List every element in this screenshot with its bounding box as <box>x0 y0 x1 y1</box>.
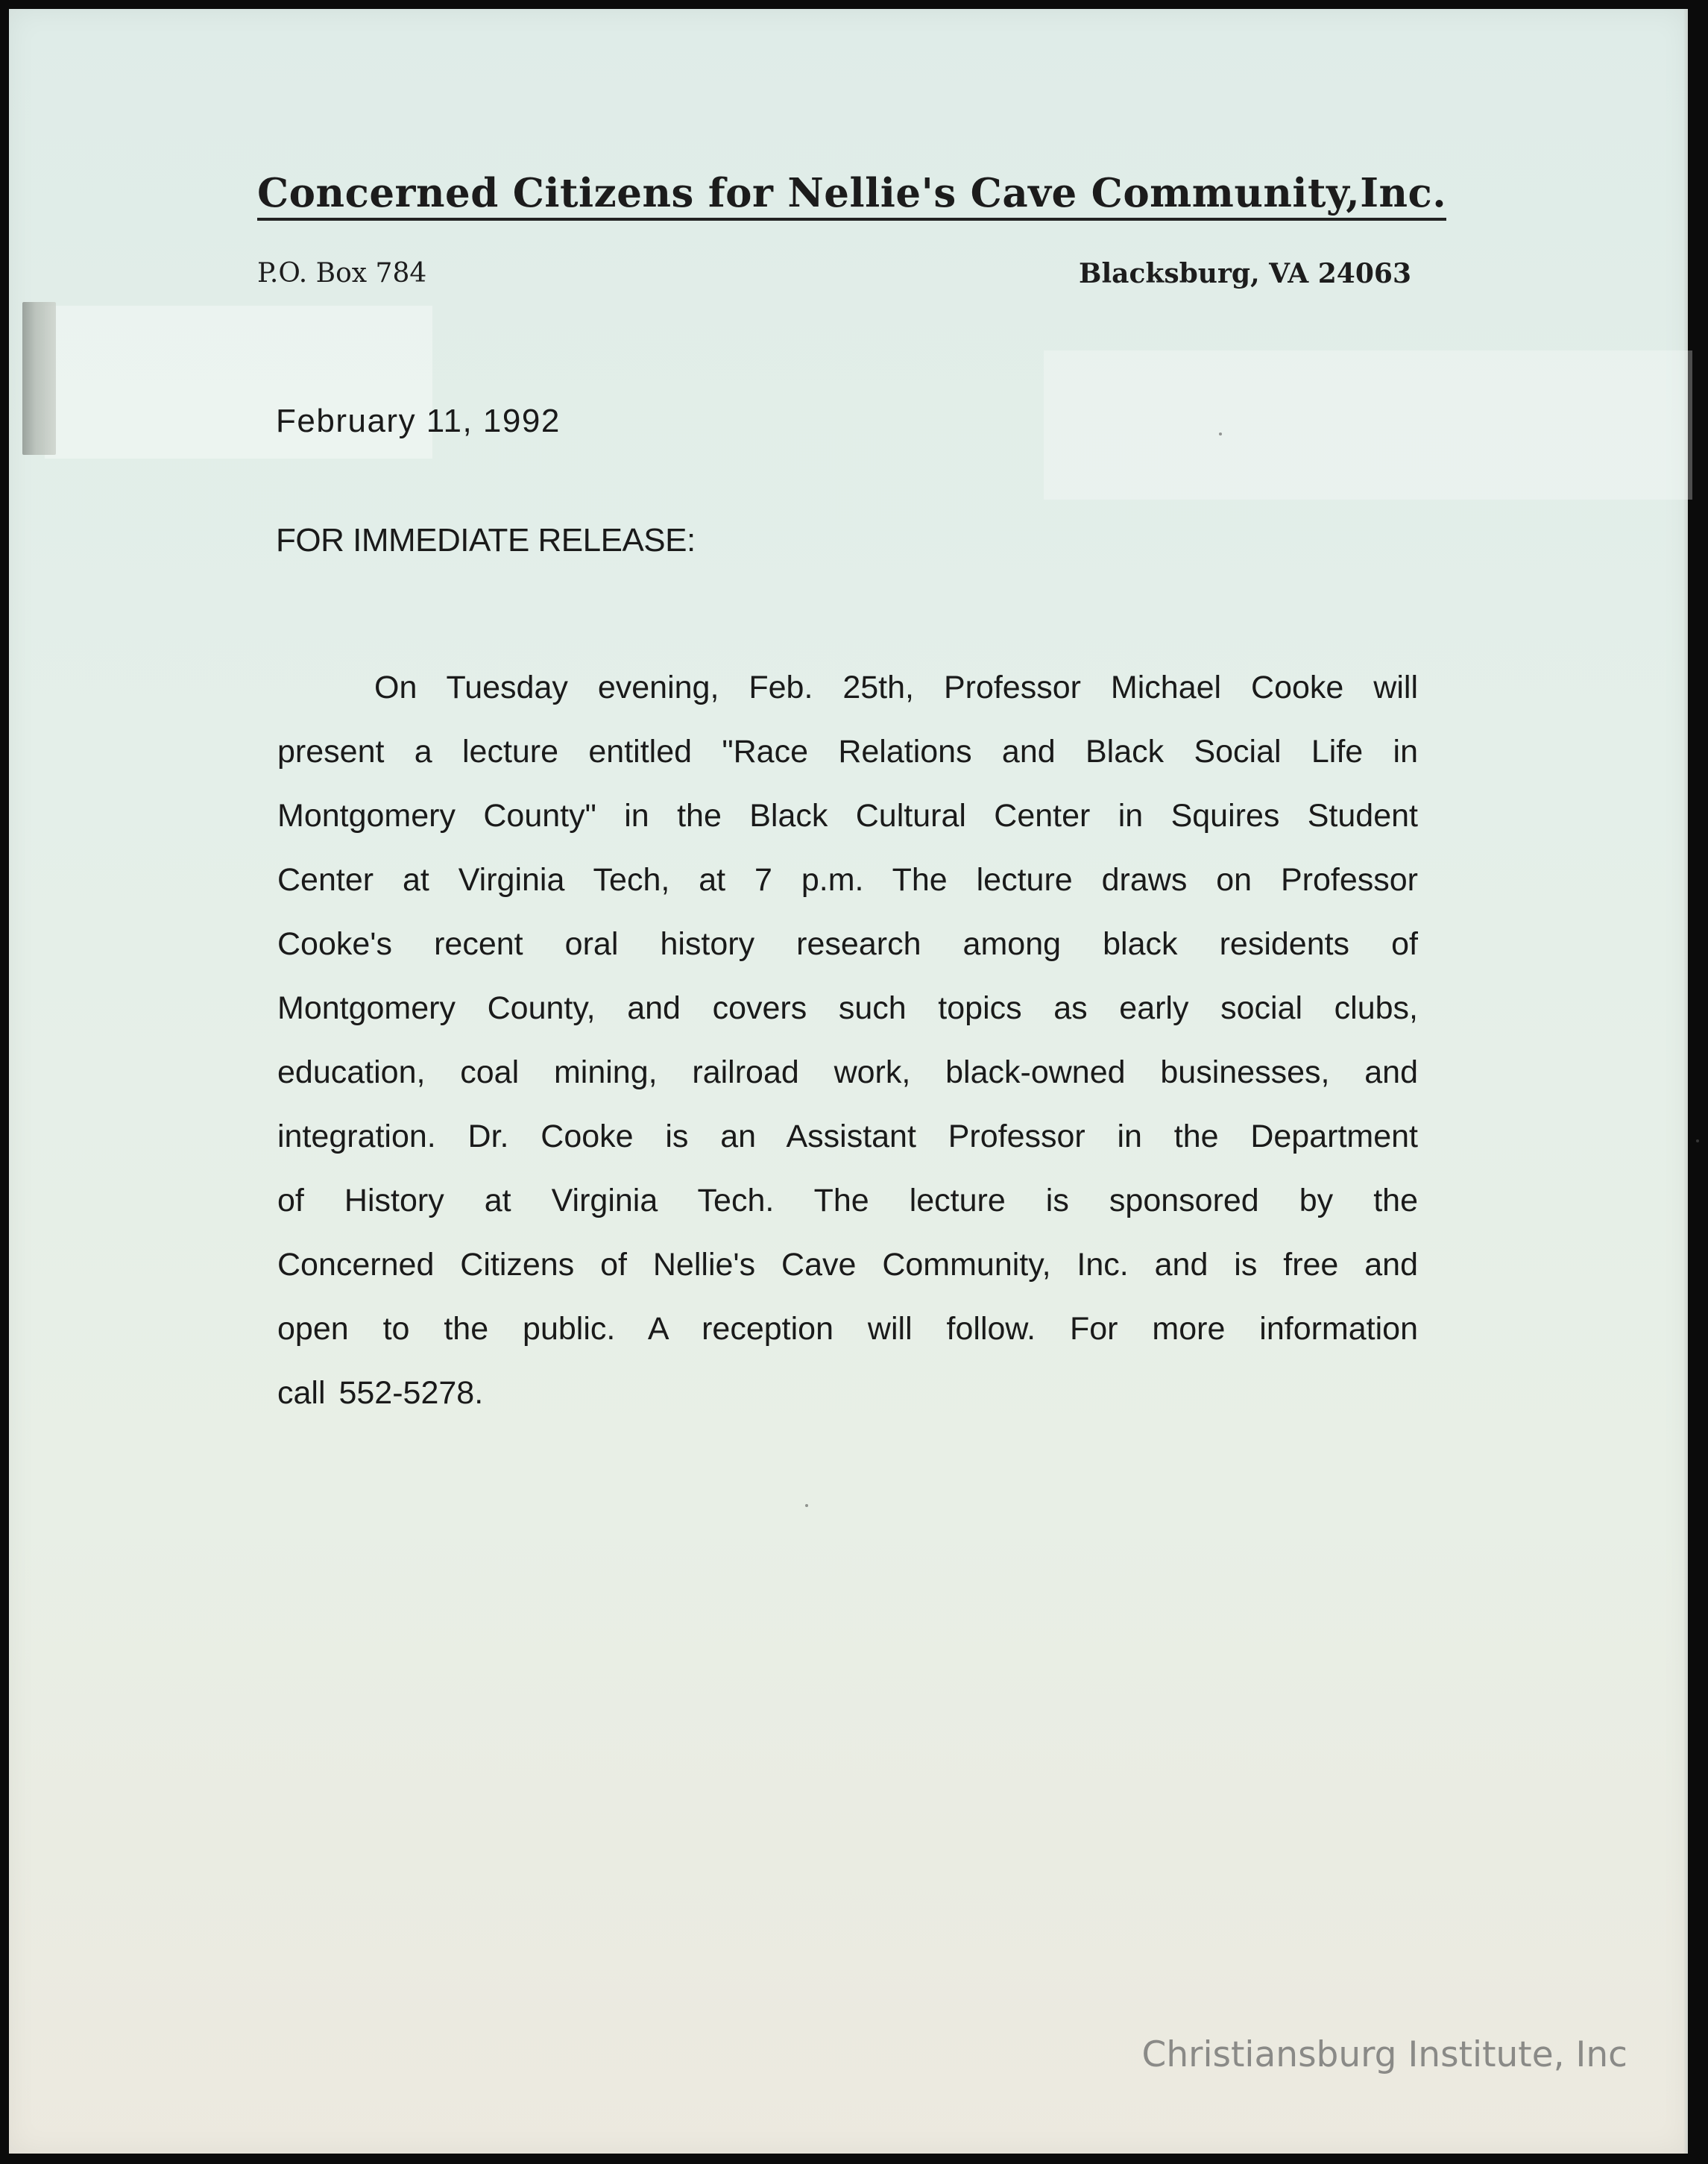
archive-watermark: Christiansburg Institute, Inc <box>1141 2034 1627 2075</box>
paper-speck <box>1219 433 1222 435</box>
body-line: Montgomery County" in the Black Cultural Center in Squires Student <box>277 798 1418 834</box>
body-line: Concerned Citizens of Nellie's Cave Community, Inc. and is free and <box>277 1247 1418 1283</box>
body-line: education, coal mining, railroad work, black-owned businesses, and <box>277 1054 1418 1090</box>
body-line: integration. Dr. Cooke is an Assistant Professor in the Department <box>277 1119 1418 1154</box>
letter-date: February 11, 1992 <box>276 403 561 439</box>
press-release-body <box>277 664 1418 1433</box>
body-line: of History at Virginia Tech. The lecture is sponsored by the <box>277 1183 1418 1218</box>
body-line: Cooke's recent oral history research among black residents of <box>277 926 1418 962</box>
organization-name: Concerned Citizens for Nellie's Cave Community,Inc. <box>257 170 1446 221</box>
paper-speck <box>805 1504 808 1507</box>
city-state-zip: Blacksburg, VA 24063 <box>1079 258 1411 289</box>
paper-edge <box>1683 9 1688 2154</box>
body-line: Center at Virginia Tech, at 7 p.m. The lecture draws on Professor <box>277 862 1418 898</box>
tape-piece <box>22 302 56 455</box>
body-line: open to the public. A reception will follow. For more information <box>277 1311 1418 1347</box>
body-line: call 552-5278. <box>277 1375 484 1411</box>
tape-residue-right <box>1044 350 1692 500</box>
release-heading: FOR IMMEDIATE RELEASE: <box>276 522 696 559</box>
paper-speck <box>1696 1139 1699 1142</box>
body-line: Montgomery County, and covers such topics as early social clubs, <box>277 990 1418 1026</box>
body-line: present a lecture entitled "Race Relations and Black Social Life in <box>277 734 1418 770</box>
address-row <box>257 258 1411 289</box>
body-line: On Tuesday evening, Feb. 25th, Professor Michael Cooke will <box>374 670 1418 705</box>
po-box: P.O. Box 784 <box>257 258 427 289</box>
letterhead <box>257 170 1447 289</box>
